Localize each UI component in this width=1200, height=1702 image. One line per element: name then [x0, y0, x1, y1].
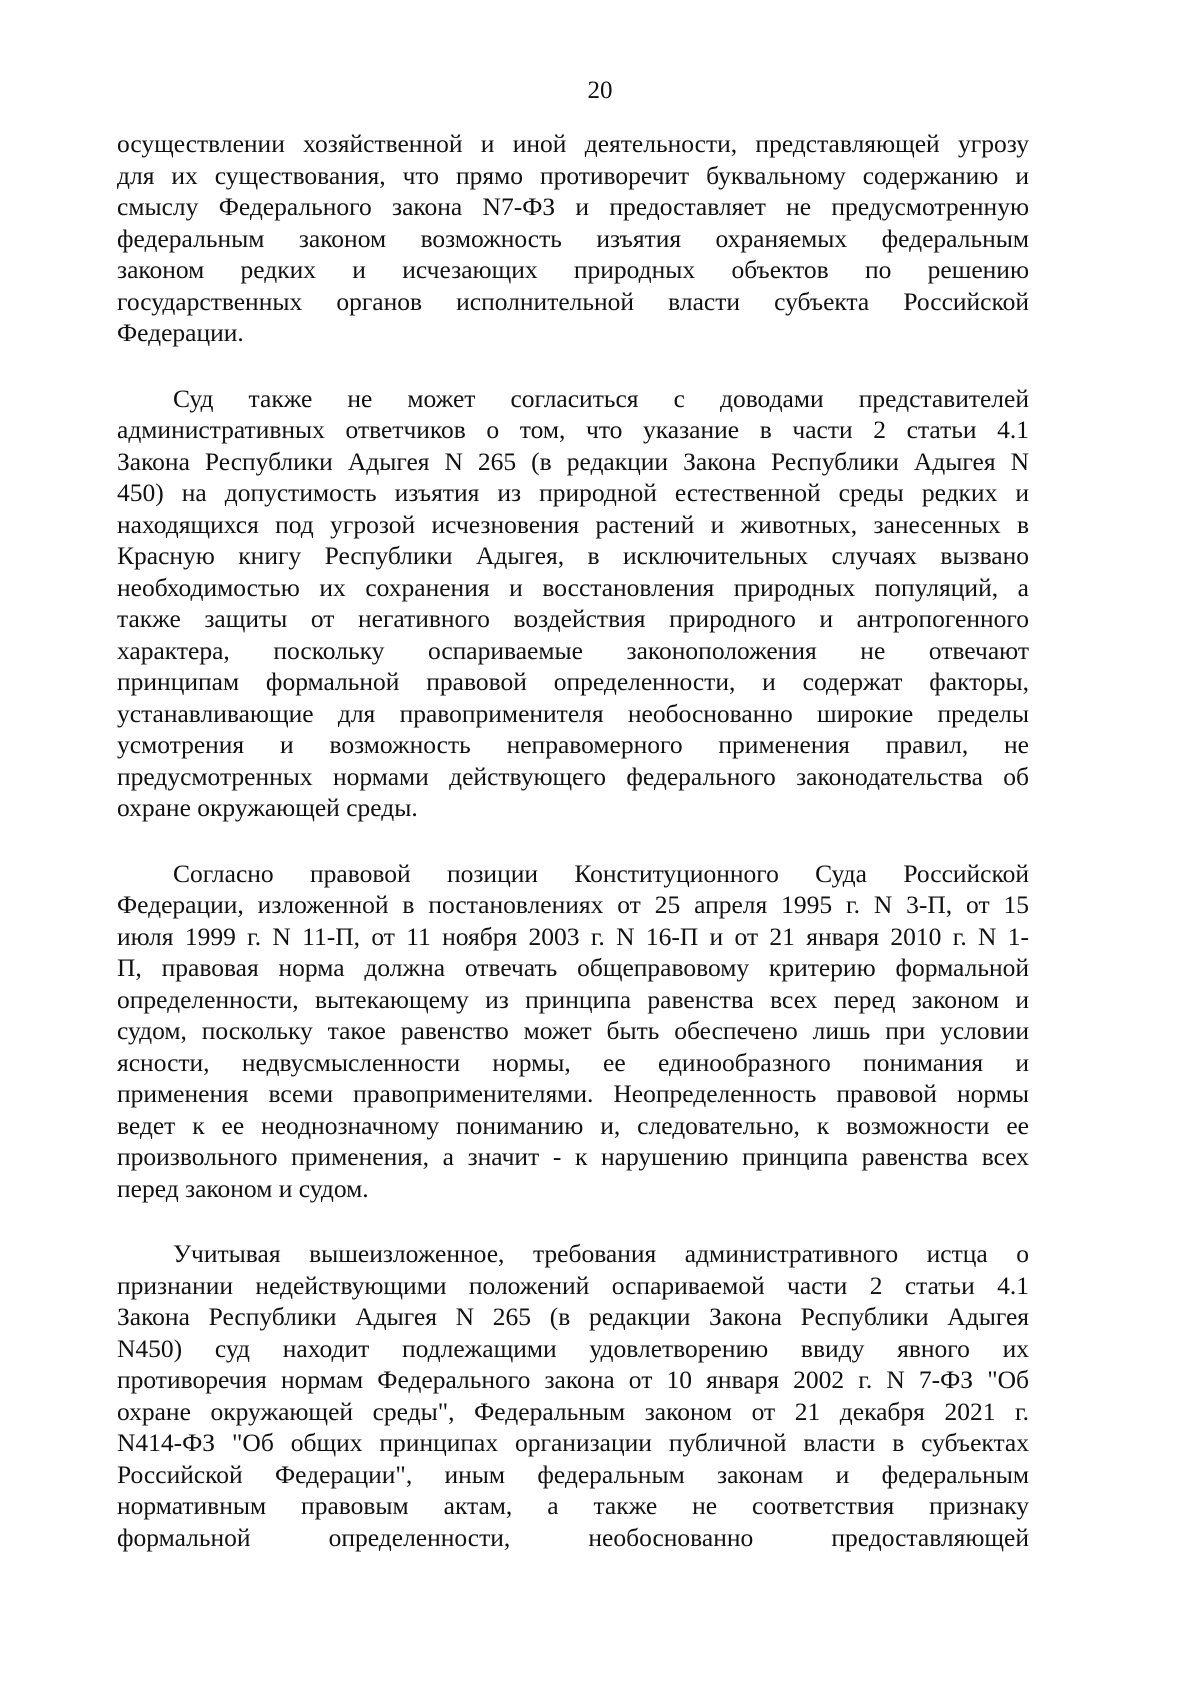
text-line: охране окружающей среды", Федеральным законом от 21 декабря 2021 г. — [117, 1396, 1029, 1426]
paragraph-4 — [117, 1238, 1029, 1553]
text-line: устанавливающие для правоприменителя необоснованно широкие пределы — [117, 698, 1029, 728]
text-line: применения всеми правоприменителями. Неопределенность правовой нормы — [117, 1079, 1029, 1108]
text-line: федеральным законом возможность изъятия охраняемых федеральным — [117, 223, 1029, 253]
text-line: Красную книгу Республики Адыгея, в исключительных случаях вызвано — [117, 541, 1029, 570]
text-line: Закона Республики Адыгея N 265 (в редакции Закона Республики Адыгея — [117, 1302, 1029, 1331]
text-line: для их существования, что прямо противоречит буквальному содержанию и — [117, 160, 1029, 190]
text-line: административных ответчиков о том, что указание в части 2 статьи 4.1 — [117, 415, 1029, 444]
text-line: также защиты от негативного воздействия природного и антропогенного — [117, 604, 1029, 633]
text-line: июля 1999 г. N 11-П, от 11 ноября 2003 г. N 16-П и от 21 января 2010 г. N 1- — [117, 921, 1029, 951]
text-line: Федерации. — [117, 318, 244, 347]
text-line: охране окружающей среды. — [117, 793, 418, 822]
text-line: признании недействующими положений оспариваемой части 2 статьи 4.1 — [117, 1270, 1029, 1300]
text-line: Суд также не может согласиться с доводами представителей — [173, 383, 1029, 413]
text-line: формальной определенности, необоснованно предоставляющей — [117, 1522, 1029, 1552]
text-line: необходимостью их сохранения и восстановления природных популяций, а — [117, 572, 1029, 602]
page-number: 20 — [587, 77, 613, 104]
text-line: усмотрения и возможность неправомерного применения правил, не — [117, 730, 1029, 759]
paragraph-1 — [117, 128, 1029, 349]
text-line: 450) на допустимость изъятия из природной естественной среды редких и — [117, 478, 1029, 507]
text-line: N450) суд находит подлежащими удовлетворению ввиду явного их — [117, 1333, 1029, 1363]
document-body — [117, 128, 1029, 1553]
paragraph-2 — [117, 383, 1029, 824]
text-line: смыслу Федерального закона N7-ФЗ и предоставляет не предусмотренную — [117, 192, 1029, 221]
text-line: произвольного применения, а значит - к нарушению принципа равенства всех — [117, 1142, 1029, 1171]
text-line: Согласно правовой позиции Конституционного Суда Российской — [173, 858, 1029, 888]
text-line: Учитывая вышеизложенное, требования административного истца о — [173, 1239, 1029, 1268]
text-line: характера, поскольку оспариваемые законоположения не отвечают — [117, 635, 1029, 665]
text-line: Российской Федерации", иным федеральным законам и федеральным — [117, 1459, 1029, 1489]
text-line: государственных органов исполнительной власти субъекта Российской — [117, 286, 1029, 316]
text-line: осуществлении хозяйственной и иной деятельности, представляющей угрозу — [117, 129, 1029, 158]
text-line: судом, поскольку такое равенство может быть обеспечено лишь при условии — [117, 1016, 1029, 1045]
text-line: нормативным правовым актам, а также не соответствия признаку — [117, 1491, 1029, 1520]
text-line: находящихся под угрозой исчезновения растений и животных, занесенных в — [117, 509, 1029, 539]
text-line: противоречия нормам Федерального закона от 10 января 2002 г. N 7-ФЗ "Об — [117, 1365, 1029, 1394]
paragraph-3 — [117, 858, 1029, 1205]
text-line: П, правовая норма должна отвечать общеправовому критерию формальной — [117, 953, 1029, 982]
text-line: ясности, недвусмысленности нормы, ее единообразного понимания и — [117, 1047, 1029, 1077]
text-line: перед законом и судом. — [117, 1173, 369, 1203]
text-line: законом редких и исчезающих природных объектов по решению — [117, 255, 1029, 284]
text-line: определенности, вытекающему из принципа равенства всех перед законом и — [117, 984, 1029, 1014]
text-line: принципам формальной правовой определенности, и содержат факторы, — [117, 667, 1029, 696]
text-line: Закона Республики Адыгея N 265 (в редакции Закона Республики Адыгея N — [117, 446, 1029, 476]
text-line: N414-ФЗ "Об общих принципах организации публичной власти в субъектах — [117, 1428, 1029, 1457]
text-line: Федерации, изложенной в постановлениях от 25 апреля 1995 г. N 3-П, от 15 — [117, 890, 1029, 919]
text-line: предусмотренных нормами действующего федерального законодательства об — [117, 761, 1029, 791]
text-line: ведет к ее неоднозначному пониманию и, следовательно, к возможности ее — [117, 1110, 1029, 1140]
